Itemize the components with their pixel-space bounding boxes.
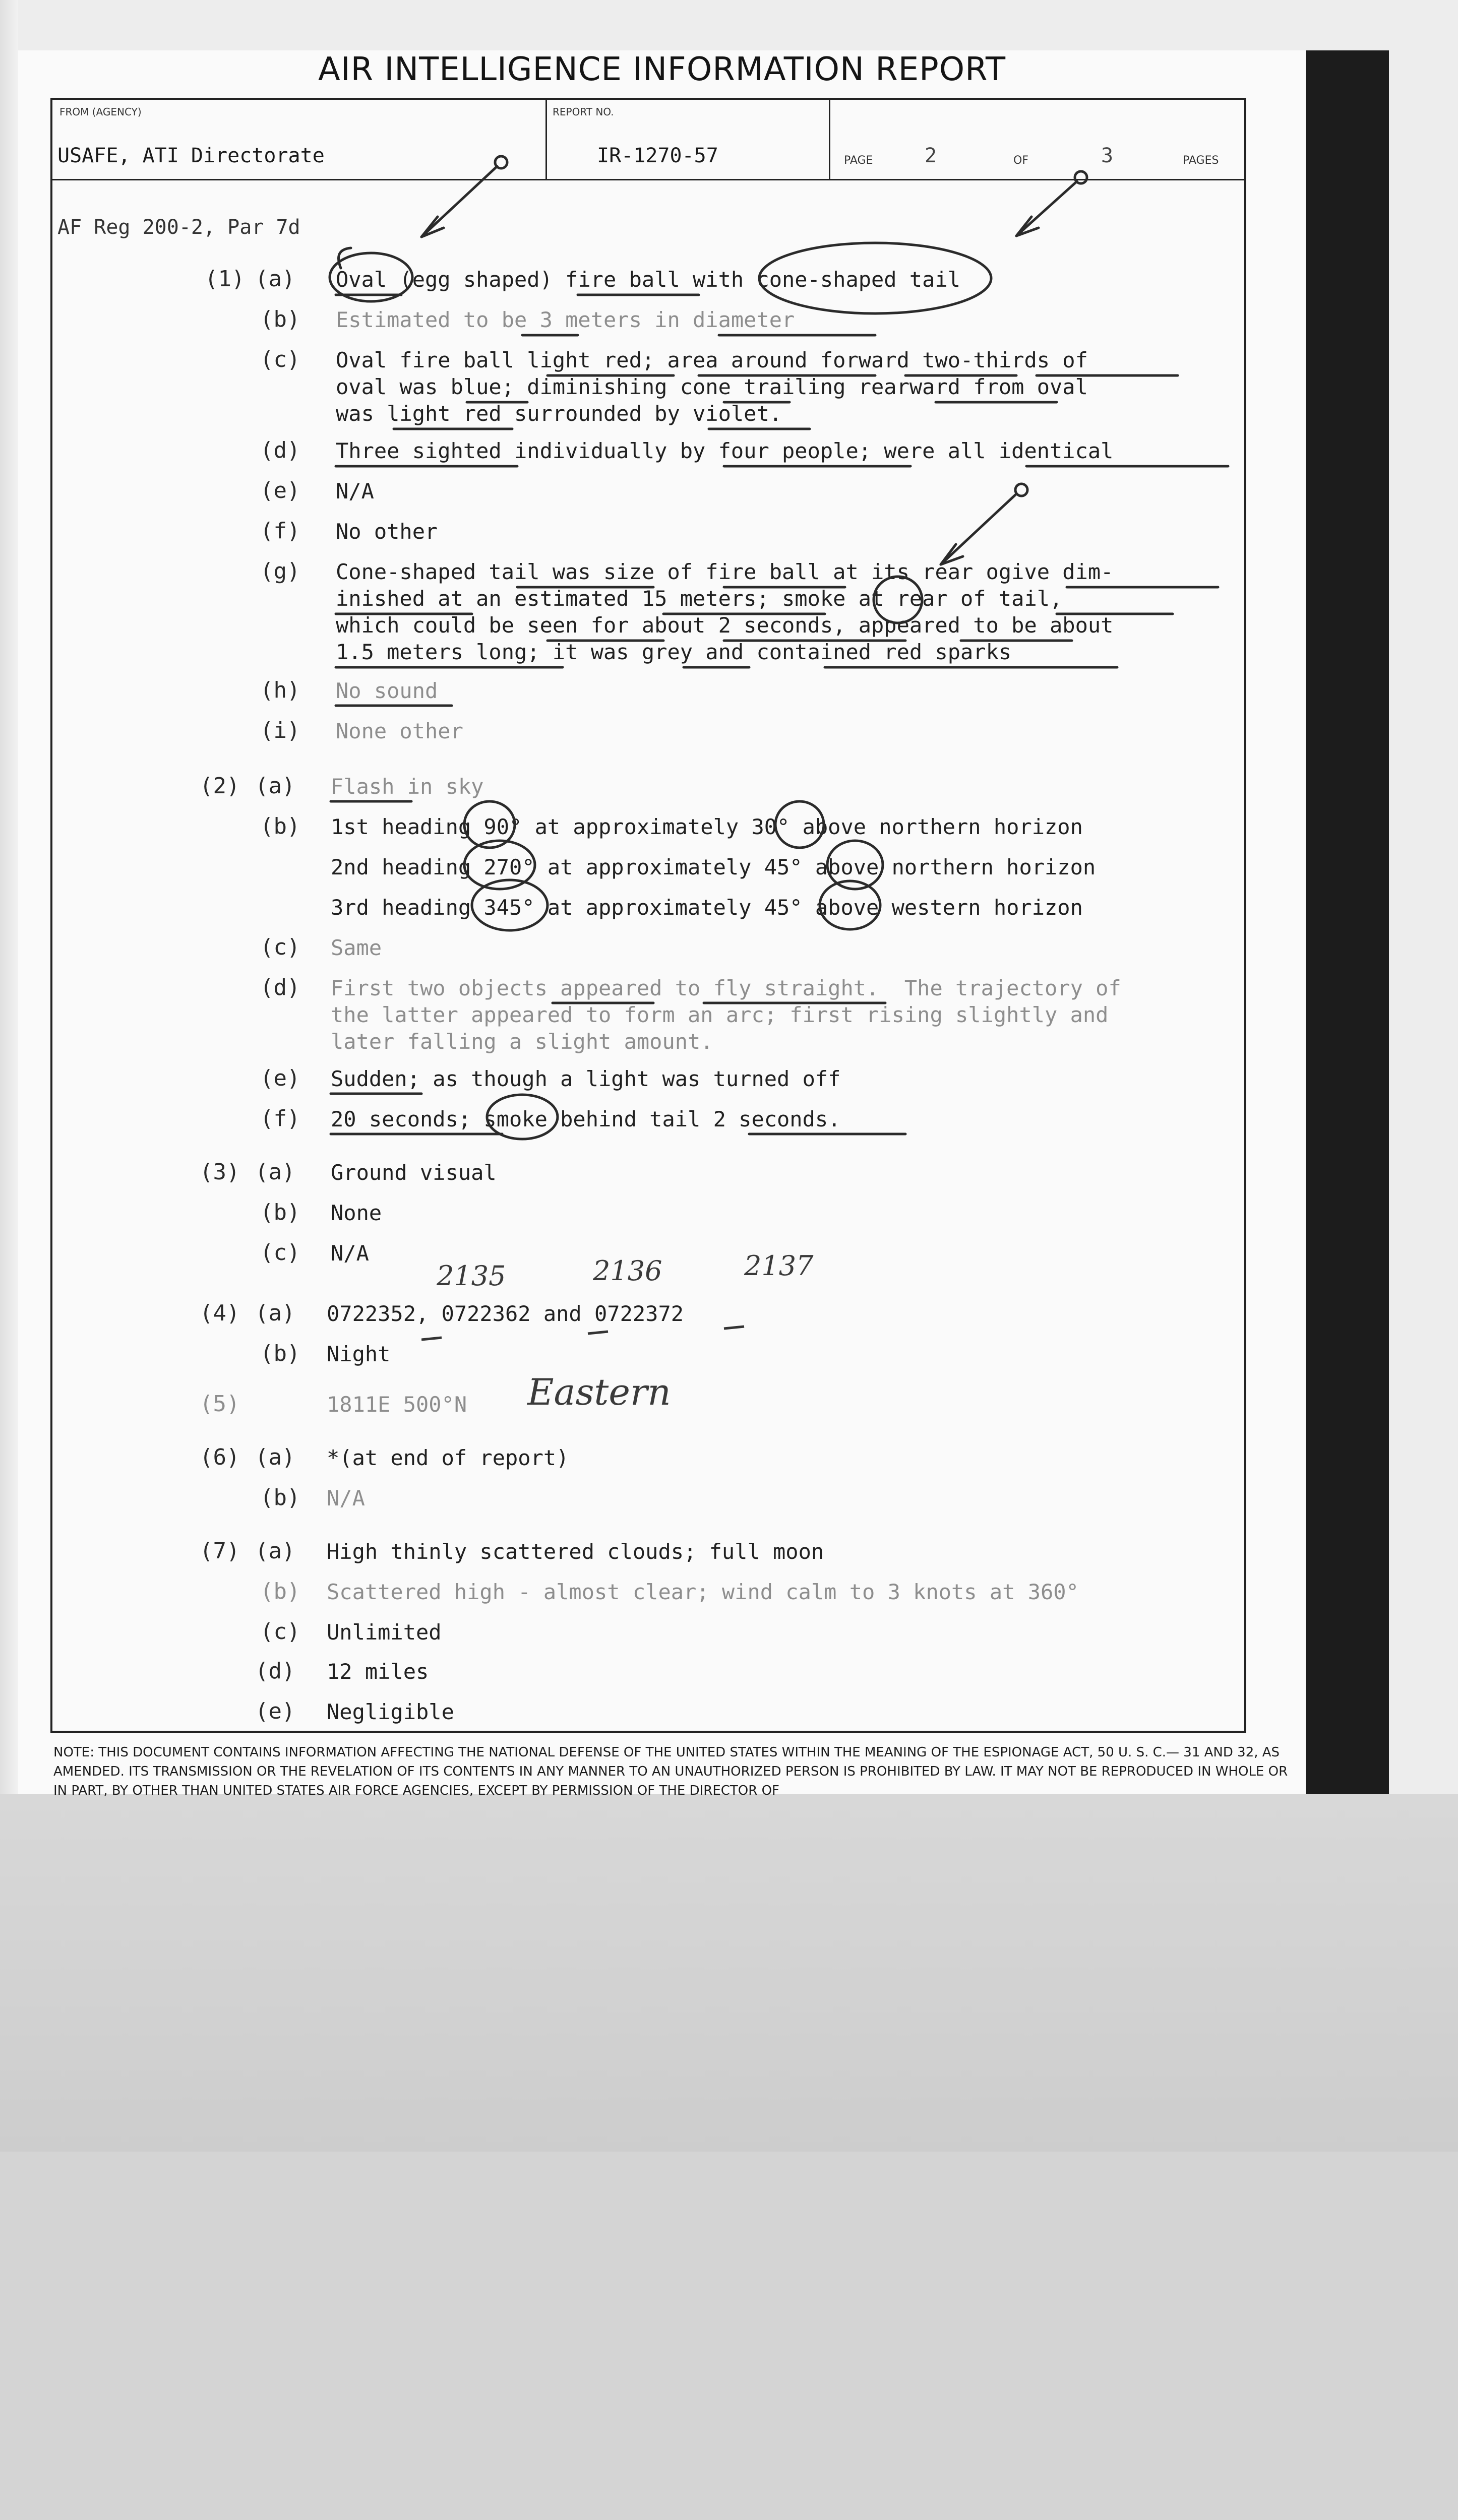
item-letter: (b)	[260, 306, 300, 332]
section-number: (1)	[205, 266, 245, 292]
item-text: Night	[327, 1342, 391, 1366]
item-letter: (b)	[260, 1579, 300, 1604]
item-letter: (a)	[255, 1538, 295, 1564]
handwritten-time: 2136	[593, 1255, 662, 1287]
item-text: Three sighted individually by four people; were all identical	[336, 438, 1114, 463]
item-text: Flash in sky	[331, 774, 484, 799]
from-caption: FROM (AGENCY)	[59, 106, 142, 118]
item-letter: (h)	[260, 677, 300, 703]
footer-notice: NOTE: THIS DOCUMENT CONTAINS INFORMATION AFFECTING THE NATIONAL DEFENSE OF THE UNITED STATES WITHIN THE MEANING OF THE ESPIONAGE ACT, 50 U. S. C.— 31 AND 32, AS AMENDED. ITS TRANSMISSION OR THE REVELATION OF ITS CONTENTS IN ANY MANNER TO AN UNAUTHORIZED PERSON IS PROHIBITED BY LAW. IT MAY NOT BE REPRODUCED IN WHOLE OR IN PART, BY OTHER THAN UNITED STATES AIR FORCE AGENCIES, EXCEPT BY PERMISSION OF THE DIRECTOR OF	[53, 1745, 1288, 1798]
item-letter: (b)	[260, 1200, 300, 1225]
report-page	[18, 50, 1306, 1798]
item-text: First two objects appeared to fly straight. The trajectory of the latter appeared to form an arc; first rising slightly and later falling a slight amount.	[331, 976, 1121, 1054]
section-number: (5)	[200, 1391, 240, 1417]
item-letter: (c)	[260, 347, 300, 372]
item-text: Sudden; as though a light was turned off	[331, 1066, 841, 1091]
item-letter: (a)	[255, 1300, 295, 1326]
item-text: *(at end of report)	[327, 1445, 569, 1470]
item-text: 20 seconds; smoke behind tail 2 seconds.	[331, 1107, 841, 1131]
microfilm-margin	[0, 1794, 1458, 2152]
item-letter: (i)	[260, 718, 300, 743]
item-letter: (b)	[260, 1341, 300, 1366]
item-text: Scattered high - almost clear; wind calm to 3 knots at 360°	[327, 1580, 1079, 1604]
item-text: None	[331, 1201, 382, 1225]
item-letter: (e)	[255, 1698, 295, 1724]
item-letter: (e)	[260, 1065, 300, 1091]
section-number: (2)	[200, 773, 240, 799]
item-letter: (a)	[255, 1444, 295, 1470]
item-text: N/A	[327, 1486, 365, 1510]
item-letter: (c)	[260, 934, 300, 960]
report-title: AIR INTELLIGENCE INFORMATION REPORT	[318, 51, 1006, 88]
item-letter: (c)	[260, 1619, 300, 1645]
item-letter: (g)	[260, 558, 300, 584]
page-value: 2	[925, 144, 937, 167]
item-letter: (a)	[255, 266, 295, 292]
item-letter: (f)	[260, 518, 300, 544]
item-text: No sound	[336, 678, 438, 703]
item-letter: (d)	[260, 975, 300, 1000]
item-letter: (c)	[260, 1240, 300, 1266]
item-text: N/A	[331, 1241, 369, 1266]
item-text: 12 miles	[327, 1659, 429, 1684]
item-text: Same	[331, 935, 382, 960]
header-column-divider	[545, 100, 547, 179]
section-number: (3)	[200, 1159, 240, 1185]
item-letter: (d)	[255, 1658, 295, 1684]
item-text: 1st heading 90° at approximately 30° above northern horizon	[331, 814, 1083, 839]
item-text: Oval (egg shaped) fire ball with cone-shaped tail	[336, 267, 961, 292]
item-text: Estimated to be 3 meters in diameter	[336, 307, 795, 332]
item-text: 2nd heading 270° at approximately 45° above northern horizon	[331, 855, 1096, 879]
report-no-value: IR-1270-57	[597, 144, 718, 167]
scan-left-edge	[0, 0, 18, 1794]
item-text: 0722352, 0722362 and 0722372	[327, 1301, 684, 1326]
item-letter: (e)	[260, 478, 300, 503]
handwritten-time: 2137	[744, 1250, 814, 1282]
section-number: (4)	[200, 1300, 240, 1326]
item-text: Oval fire ball light red; area around forward two-thirds of oval was blue; diminishing cone trailing rearward from oval was light red surrounded by violet.	[336, 348, 1088, 426]
item-text: Ground visual	[331, 1160, 497, 1185]
film-edge-strip	[1306, 50, 1389, 1794]
section-number: (6)	[200, 1444, 240, 1470]
regulation-reference: AF Reg 200-2, Par 7d	[57, 216, 300, 239]
item-text: None other	[336, 719, 463, 743]
item-letter: (d)	[260, 437, 300, 463]
item-letter: (a)	[255, 1159, 295, 1185]
item-letter: (b)	[260, 813, 300, 839]
item-letter: (a)	[255, 773, 295, 799]
handwritten-time: 2135	[437, 1260, 506, 1292]
item-text: N/A	[336, 479, 374, 503]
item-text: Unlimited	[327, 1620, 442, 1645]
item-text: Cone-shaped tail was size of fire ball at its rear ogive dim- inished at an estimated 15 meters; smoke at rear of tail, which could be seen for about 2 seconds, appeared to be about 1.5 meters long; it was grey and contained red sparks	[336, 559, 1114, 664]
location-text: 1811E 500°N	[327, 1392, 467, 1417]
pages-caption: PAGES	[1183, 154, 1219, 167]
item-text: Negligible	[327, 1699, 454, 1724]
handwritten-note: Eastern	[527, 1371, 671, 1413]
of-caption: OF	[1013, 154, 1028, 167]
page-caption: PAGE	[844, 154, 873, 167]
item-text: No other	[336, 519, 438, 544]
header-column-divider	[829, 100, 830, 179]
report-no-caption: REPORT NO.	[553, 106, 614, 118]
header-divider	[52, 179, 1244, 180]
item-letter: (f)	[260, 1106, 300, 1131]
from-value: USAFE, ATI Directorate	[57, 144, 325, 167]
item-letter: (b)	[260, 1485, 300, 1510]
section-number: (7)	[200, 1538, 240, 1564]
item-text: High thinly scattered clouds; full moon	[327, 1539, 824, 1564]
item-text: 3rd heading 345° at approximately 45° above western horizon	[331, 895, 1083, 920]
of-value: 3	[1101, 144, 1114, 167]
